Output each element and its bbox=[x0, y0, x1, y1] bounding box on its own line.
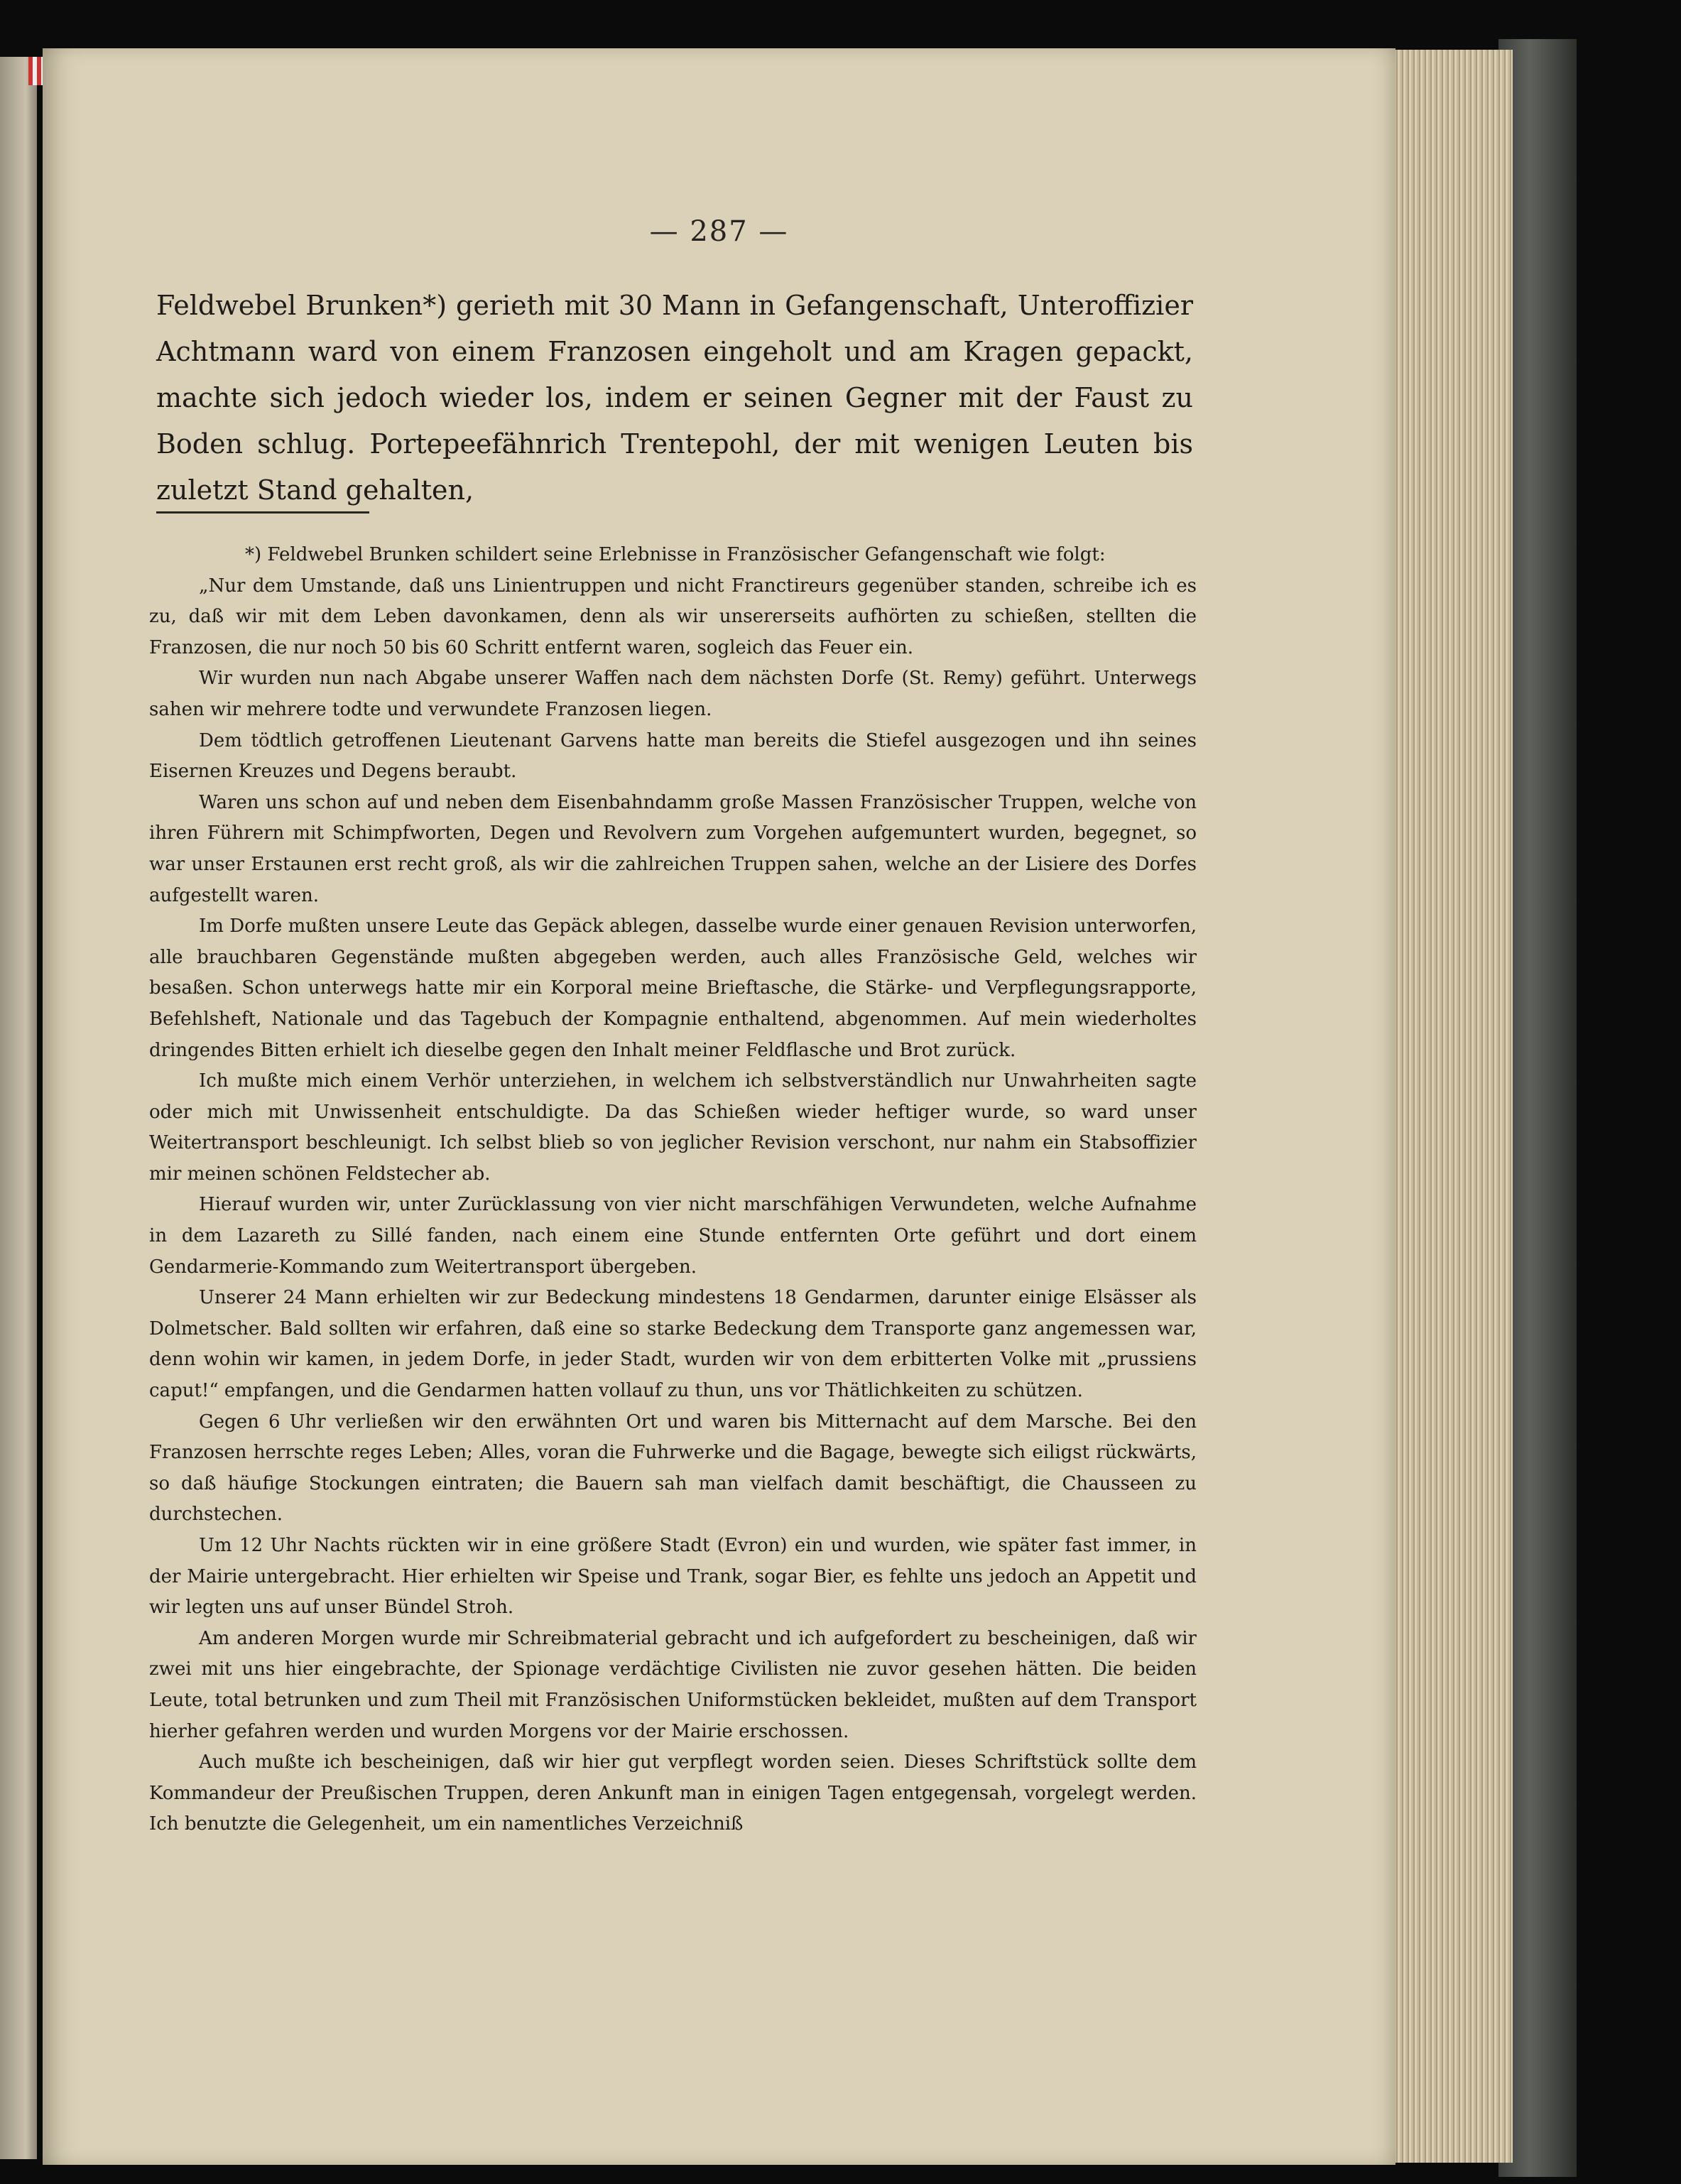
footnote-paragraph: Im Dorfe mußten unsere Leute das Gepäck ablegen, dasselbe wurde einer genauen Revision unterworfen, alle brauchbaren Gegenstände mußten abgegeben werden, auch alles Französische Geld, welches wir besaßen. Schon unterwegs hatte mir ein Korporal meine Brieftasche, die Stärke- und Verpflegungsrapporte, Befehlsheft, Nationale und das Tagebuch der Kompagnie enthaltend, abgenommen. Auf mein wiederholtes dringendes Bitten erhielt ich dieselbe gegen den Inhalt meiner Feldflasche und Brot zurück. bbox=[149, 916, 1197, 1061]
footnote-paragraph: Unserer 24 Mann erhielten wir zur Bedeckung mindestens 18 Gendarmen, darunter einige Elsässer als Dolmetscher. Bald sollten wir erfahren, daß eine so starke Bedeckung dem Transporte ganz angemessen war, denn wohin wir kamen, in jedem Dorfe, in jeder Stadt, wurden wir von dem erbitterten Volke mit „prussiens caput!“ empfangen, und die Gendarmen hatten vollauf zu thun, uns vor Thätlichkeiten zu schützen. bbox=[149, 1287, 1197, 1402]
footnote-paragraph: „Nur dem Umstande, daß uns Linientruppen und nicht Franctireurs gegenüber standen, schreibe ich es zu, daß wir mit dem Leben davonkamen, denn als wir unsererseits aufhörten zu schießen, stellten die Franzosen, die nur noch 50 bis 60 Schritt entfernt waren, sogleich das Feuer ein. bbox=[149, 575, 1197, 658]
footnote-paragraph: Hierauf wurden wir, unter Zurücklassung von vier nicht marschfähigen Verwundeten, welche Aufnahme in dem Lazareth zu Sillé fanden, nach einem eine Stunde entfernten Orte geführt und dort einem Gendarmerie-Kommando zum Weitertransport übergeben. bbox=[149, 1194, 1197, 1278]
footnote-separator bbox=[156, 511, 369, 514]
footnote-paragraph: Gegen 6 Uhr verließen wir den erwähnten Ort und waren bis Mitternacht auf dem Marsche. Bei den Franzosen herrschte reges Leben; Alles, voran die Fuhrwerke und die Bagage, bewegte sich eiligst rückwärts, so daß häufige Stockungen eintraten; die Bauern sah man vielfach damit beschäftigt, die Chausseen zu durchstechen. bbox=[149, 1411, 1197, 1526]
footnote-paragraph: Waren uns schon auf und neben dem Eisenbahndamm große Massen Französischer Truppen, welche von ihren Führern mit Schimpfworten, Degen und Revolvern zum Vorgehen aufgemuntert wurden, begegnet, so war unser Erstaunen erst recht groß, als wir die zahlreichen Truppen sahen, welche an der Lisiere des Dorfes aufgestellt waren. bbox=[149, 791, 1197, 906]
page-edges-stack bbox=[1388, 50, 1513, 2163]
footnote-paragraph: Ich mußte mich einem Verhör unterziehen, in welchem ich selbstverständlich nur Unwahrheiten sagte oder mich mit Unwissenheit entschuldigte. Da das Schießen wieder heftiger wurde, so ward unser Weitertransport beschleunigt. Ich selbst blieb so von jeglicher Revision verschont, nur nahm ein Stabsoffizier mir meinen schönen Feldstecher ab. bbox=[149, 1070, 1197, 1185]
footnote-paragraph: Am anderen Morgen wurde mir Schreibmaterial gebracht und ich aufgefordert zu bescheinigen, daß wir zwei mit uns hier eingebrachte, der Spionage verdächtige Civilisten nie zuvor gesehen hätten. Die beiden Leute, total betrunken und zum Theil mit Französischen Uniformstücken bekleidet, mußten auf dem Transport hierher gefahren werden und wurden Morgens vor der Mairie erschossen. bbox=[149, 1627, 1197, 1742]
main-text-block bbox=[156, 283, 1193, 514]
footnote-block bbox=[149, 540, 1197, 1840]
footnote-paragraph: Dem tödtlich getroffenen Lieutenant Garvens hatte man bereits die Stiefel ausgezogen und ihn seines Eisernen Kreuzes und Degens beraubt. bbox=[149, 729, 1197, 783]
main-paragraph: Feldwebel Brunken*) gerieth mit 30 Mann in Gefangenschaft, Unteroffizier Achtmann ward von einem Franzosen eingeholt und am Kragen gepackt, machte sich jedoch wieder los, indem er seinen Gegner mit der Faust zu Boden schlug. Portepeefähnrich Trentepohl, der mit wenigen Leuten bis zuletzt Stand gehalten, bbox=[156, 290, 1193, 506]
footnote-paragraph: Wir wurden nun nach Abgabe unserer Waffen nach dem nächsten Dorfe (St. Remy) geführt. Unterwegs sahen wir mehrere todte und verwundete Franzosen liegen. bbox=[149, 668, 1197, 720]
left-page-edge bbox=[0, 57, 37, 2159]
footnote-paragraph: Auch mußte ich bescheinigen, daß wir hier gut verpflegt worden seien. Dieses Schriftstück sollte dem Kommandeur der Preußischen Truppen, deren Ankunft man in einigen Tagen entgegensah, vorgelegt werden. Ich benutzte die Gelegenheit, um ein namentliches Verzeichniß bbox=[149, 1751, 1197, 1835]
footnote-paragraph: Um 12 Uhr Nachts rückten wir in eine größere Stadt (Evron) ein und wurden, wie später fast immer, in der Mairie untergebracht. Hier erhielten wir Speise und Trank, sogar Bier, es fehlte uns jedoch an Appetit und wir legten uns auf unser Bündel Stroh. bbox=[149, 1535, 1197, 1619]
book-page bbox=[43, 48, 1396, 2165]
footnote-intro: *) Feldwebel Brunken schildert seine Erlebnisse in Französischer Gefangenschaft wie folgt: bbox=[245, 544, 1106, 565]
page-number: — 287 — bbox=[649, 215, 789, 248]
